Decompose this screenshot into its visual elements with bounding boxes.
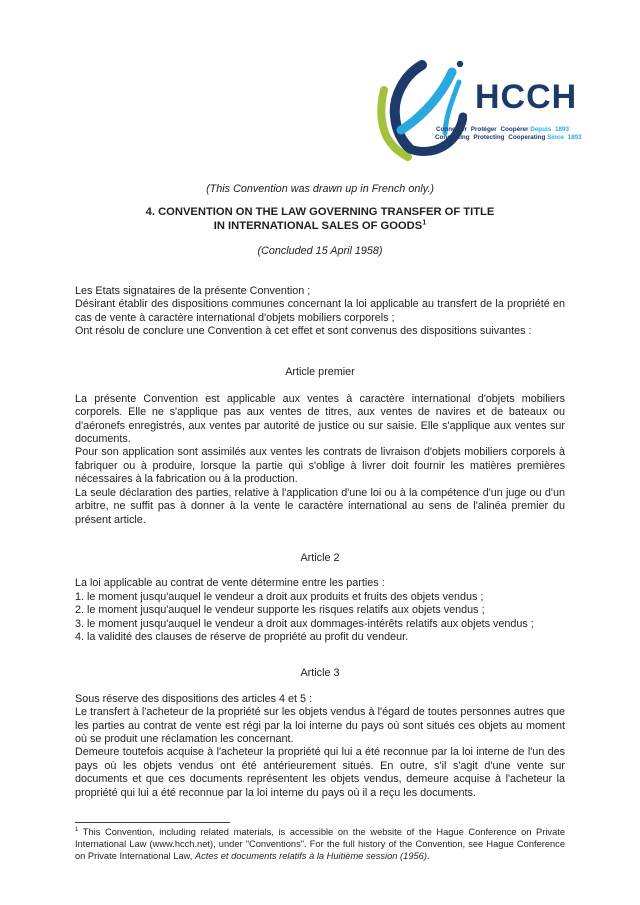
footnote-separator xyxy=(75,822,230,823)
document-title-line2: IN INTERNATIONAL SALES OF GOODS$^1$ xyxy=(213,217,427,233)
article-paragraph: Demeure toutefois acquise à l'acheteur la propriété qui lui a été reconnue par la loi interne de l'un des pays où les objets vendus ont été antérieurement situés. En outre, s'il s'agit d'une vente sur documents et que ces documents représentent les objets vendus, demeure acquise à l'acheteur la propriété qui lui a été reconnue par la loi interne du pays où il a reçu les documents. xyxy=(75,746,565,799)
logo-tagline-fr: Connecter Protéger Coopérer Depuis 1893 xyxy=(435,126,569,133)
logo-tagline-en: Connecting Protecting Cooperating Since 1893 xyxy=(435,133,582,141)
footnote-period: . xyxy=(426,850,430,861)
article-paragraph: La seule déclaration des parties, relative à l'application d'une loi ou à la compétence d'un juge ou d'un arbitre, ne suffit pas à donner à la vente le caractère international au sens de l'alinéa premier du présent article. xyxy=(75,486,565,526)
hcch-globe-swoosh-icon xyxy=(375,58,467,164)
document-title-line1: 4. CONVENTION ON THE LAW GOVERNING TRANSFER OF TITLE xyxy=(145,206,495,219)
hcch-wordmark: HCCH xyxy=(475,78,578,116)
article-list-item: 3. le moment jusqu'auquel le vendeur a droit aux dommages-intérêts relatifs aux objets vendus ; xyxy=(75,617,534,630)
article-heading-premier: Article premier xyxy=(285,366,355,379)
footnote-citation-italic: Actes et documents relatifs à la Huitième session (1956) xyxy=(194,850,427,861)
concluded-date: (Concluded 15 April 1958) xyxy=(257,245,383,258)
preamble-line: Ont résolu de conclure une Convention à cet effet et sont convenus des dispositions suivantes : xyxy=(75,325,532,338)
footnote-ref: 1 xyxy=(75,826,79,833)
article-premier-body xyxy=(75,393,565,527)
document-title xyxy=(75,205,565,233)
preamble-line: Les Etats signataires de la présente Convention ; xyxy=(75,284,311,297)
article-paragraph: Sous réserve des dispositions des articles 4 et 5 : xyxy=(75,692,313,705)
article-list-item: 4. la validité des clauses de réserve de propriété au profit du vendeur. xyxy=(75,630,409,643)
article-paragraph: Le transfert à l'acheteur de la propriété sur les objets vendus à l'égard de toutes personnes autres que les parties au contrat de vente est régi par la loi interne du pays où sont situés ces objets au moment où se produit une réclamation les concernant. xyxy=(75,706,565,745)
footnote xyxy=(75,827,565,862)
article-paragraph: La présente Convention est applicable aux ventes à caractère international d'objets mobiliers corporels. Elle ne s'applique pas aux ventes de titres, aux ventes de navires et de bateaux ou d'aéronefs enregistrés, aux ventes par autorité de justice ou sur saisie. Elle s'applique aux ventes sur documents. xyxy=(75,392,565,446)
article-3-body xyxy=(75,693,565,800)
article-list-item: 1. le moment jusqu'auquel le vendeur a droit aux produits et fruits des objets vendus ; xyxy=(75,590,484,603)
article-heading-3: Article 3 xyxy=(300,667,340,680)
article-2-body xyxy=(75,577,565,644)
preamble-line: Désirant établir des dispositions communes concernant la loi applicable au transfert de la propriété en cas de vente à caractère international d'objets mobiliers corporels ; xyxy=(75,298,565,324)
article-paragraph: Pour son application sont assimilés aux ventes les contrats de livraison d'objets mobiliers corporels à fabriquer ou à produire, lorsque la partie qui s'oblige à livrer doit fournir les matières premières nécessaires à la fabrication ou à la production. xyxy=(75,446,565,486)
preamble xyxy=(75,285,565,339)
footnote-text: This Convention, including related materials, is accessible on the website of the Hague Conference on Private International Law (www.hcch.net), under "Conventions". For the full history of the Convention, see Hague Conference on Private International Law, xyxy=(75,827,565,861)
language-note: (This Convention was drawn up in French only.) xyxy=(206,183,434,195)
hcch-logo xyxy=(375,58,582,164)
logo-tagline xyxy=(435,126,582,141)
article-list-item: 2. le moment jusqu'auquel le vendeur supporte les risques relatifs aux objets vendus ; xyxy=(75,604,485,617)
article-heading-2: Article 2 xyxy=(300,551,340,564)
title-footnote-ref: 1 xyxy=(422,217,427,227)
article-paragraph: La loi applicable au contrat de vente détermine entre les parties : xyxy=(75,577,385,590)
